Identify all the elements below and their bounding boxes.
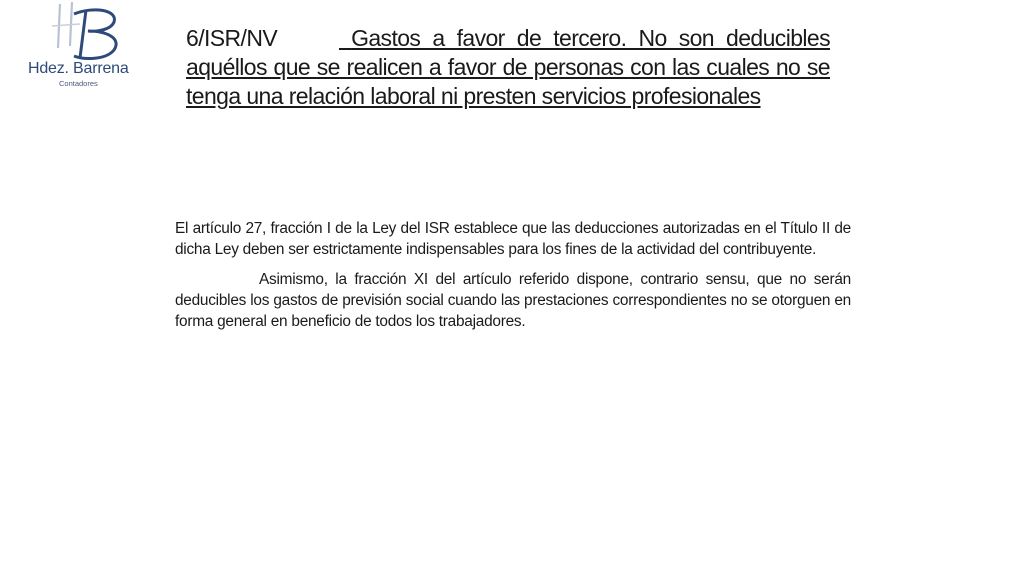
logo-company-name: Hdez. Barrena	[28, 60, 129, 77]
body-paragraph-2-text: Asimismo, la fracción XI del artículo referido dispone, contrario sensu, que no serán deducibles los gastos de previsión social cuando las prestaciones correspondientes no se otorguen en forma general en beneficio de todos los trabajadores.	[175, 271, 851, 330]
slide-title-text: Gastos a favor de tercero. No son deducibles aquéllos que se realicen a favor de personas con las cuales no se tenga una relación laboral ni presten servicios profesionales	[186, 25, 830, 109]
slide-title-code: 6/ISR/NV	[186, 25, 278, 51]
company-logo	[22, 0, 142, 92]
slide-body	[175, 218, 851, 341]
body-paragraph-2	[175, 269, 851, 332]
body-paragraph-1: El artículo 27, fracción I de la Ley del ISR establece que las deducciones autorizadas en el Título II de dicha Ley deben ser estrictamente indispensables para los fines de la actividad del contribuyente.	[175, 220, 851, 258]
logo-company-subtitle: Contadores	[59, 79, 98, 88]
slide-title	[186, 24, 830, 111]
